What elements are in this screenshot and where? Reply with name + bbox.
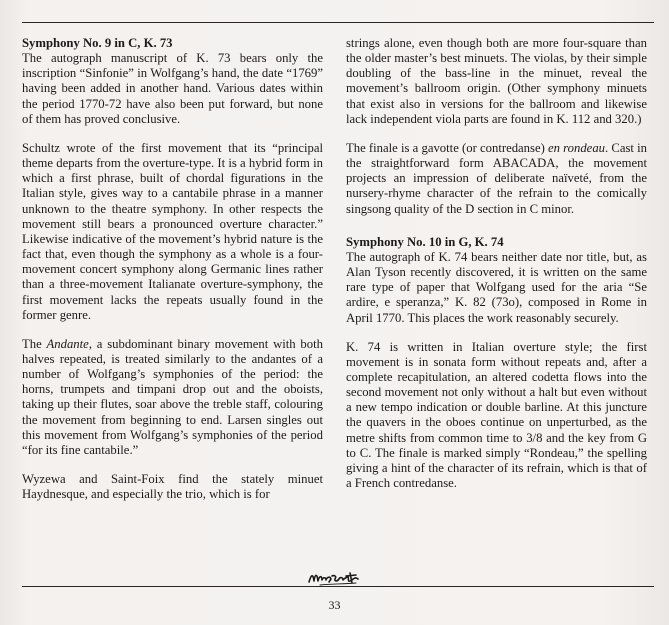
paragraph-autograph-k74: The autograph of K. 74 bears neither date nor title, but, as Alan Tyson recently discovered, it is written on the same rare type of paper that Wolfgang used for the aria “Se ardire, e speranza,” K. 82 (73o), composed in Rome in April 1770. This places the work reasonably securely. <box>346 249 647 325</box>
paragraph-autograph-k73: The autograph manuscript of K. 73 bears only the inscription “Sinfonie” in Wolfgang’s hand, the date “1769” having been added in another hand. Various dates within the period 1770-72 have also been put forward, but none of them has proved conclusive. <box>22 51 323 126</box>
top-rule <box>22 22 654 23</box>
finale-rest: . Cast in the straightforward form ABACADA, the movement projects an impression of deliberate naïveté, from the nursery-rhyme character of the refrain to the comically singsong quality of the D section in C minor. <box>346 140 648 216</box>
heading-symphony-9: Symphony No. 9 in C, K. 73 <box>22 36 173 50</box>
andante-italic: Andante <box>46 336 89 351</box>
right-column <box>346 36 647 505</box>
left-column <box>22 36 323 516</box>
paragraph-schultz: Schultz wrote of the first movement that its “principal theme departs from the overture-type. It is a hybrid form in which a first phrase, built of chordal figurations in the Italian style, gives way to a cantabile phrase in a manner unknown to the theatre symphony. In other respects the movement still bears a pronounced overture character.” Likewise indicative of the movement’s hybrid nature is the fact that, even though the symphony as a whole is a four-movement concert symphony along Germanic lines rather than a three-movement Italianate overture-symphony, the first movement lacks the repeats usually found in the former genre. <box>22 140 323 322</box>
bottom-rule <box>22 586 654 587</box>
heading-symphony-10: Symphony No. 10 in G, K. 74 <box>346 234 504 249</box>
paragraph-finale-gavotte <box>346 141 647 217</box>
finale-prefix: The finale is a gavotte (or contredanse) <box>346 140 549 155</box>
paragraph-italian-overture: K. 74 is written in Italian overture style; the first movement is in sonata form without repeats and, after a complete recapitulation, an altered codetta flows into the second movement not only without a halt but even without a new tempo indication or double barline. At this juncture the quavers in the oboes continue on unperturbed, as the metre shifts from common time to 3/8 and the key from G to C. The finale is marked simply “Rondeau,” the spelling giving a hint of the character of its refrain, which is that of a French contredanse. <box>346 339 647 491</box>
page-number: 33 <box>328 598 341 612</box>
paragraph-strings-alone: strings alone, even though both are more four-square than the older master’s best minuets. The violas, by their simple doubling of the bass-line in the minuet, reveal the movement’s ballroom origin. (Other symphony minuets that exist also in versions for the ballroom and likewise lack independent viola parts are found in K. 112 and 320.) <box>346 36 647 126</box>
paragraph-wyzewa: Wyzewa and Saint-Foix find the stately minuet Haydnesque, and especially the trio, which is for <box>22 472 323 502</box>
finale-italic: en rondeau <box>548 140 606 155</box>
andante-prefix: The <box>22 336 47 351</box>
paragraph-andante <box>22 337 323 458</box>
andante-rest: , a subdominant binary movement with both halves repeated, is treated similarly to the andantes of a number of Wolfgang’s symphonies of the period: the horns, trumpets and timpani drop out and the oboists, taking up their flutes, soar above the treble staff, colouring the movement from beginning to end. Larsen singles out this movement from Wolfgang’s symphonies of the period “for its fine cantabile.” <box>22 336 323 457</box>
